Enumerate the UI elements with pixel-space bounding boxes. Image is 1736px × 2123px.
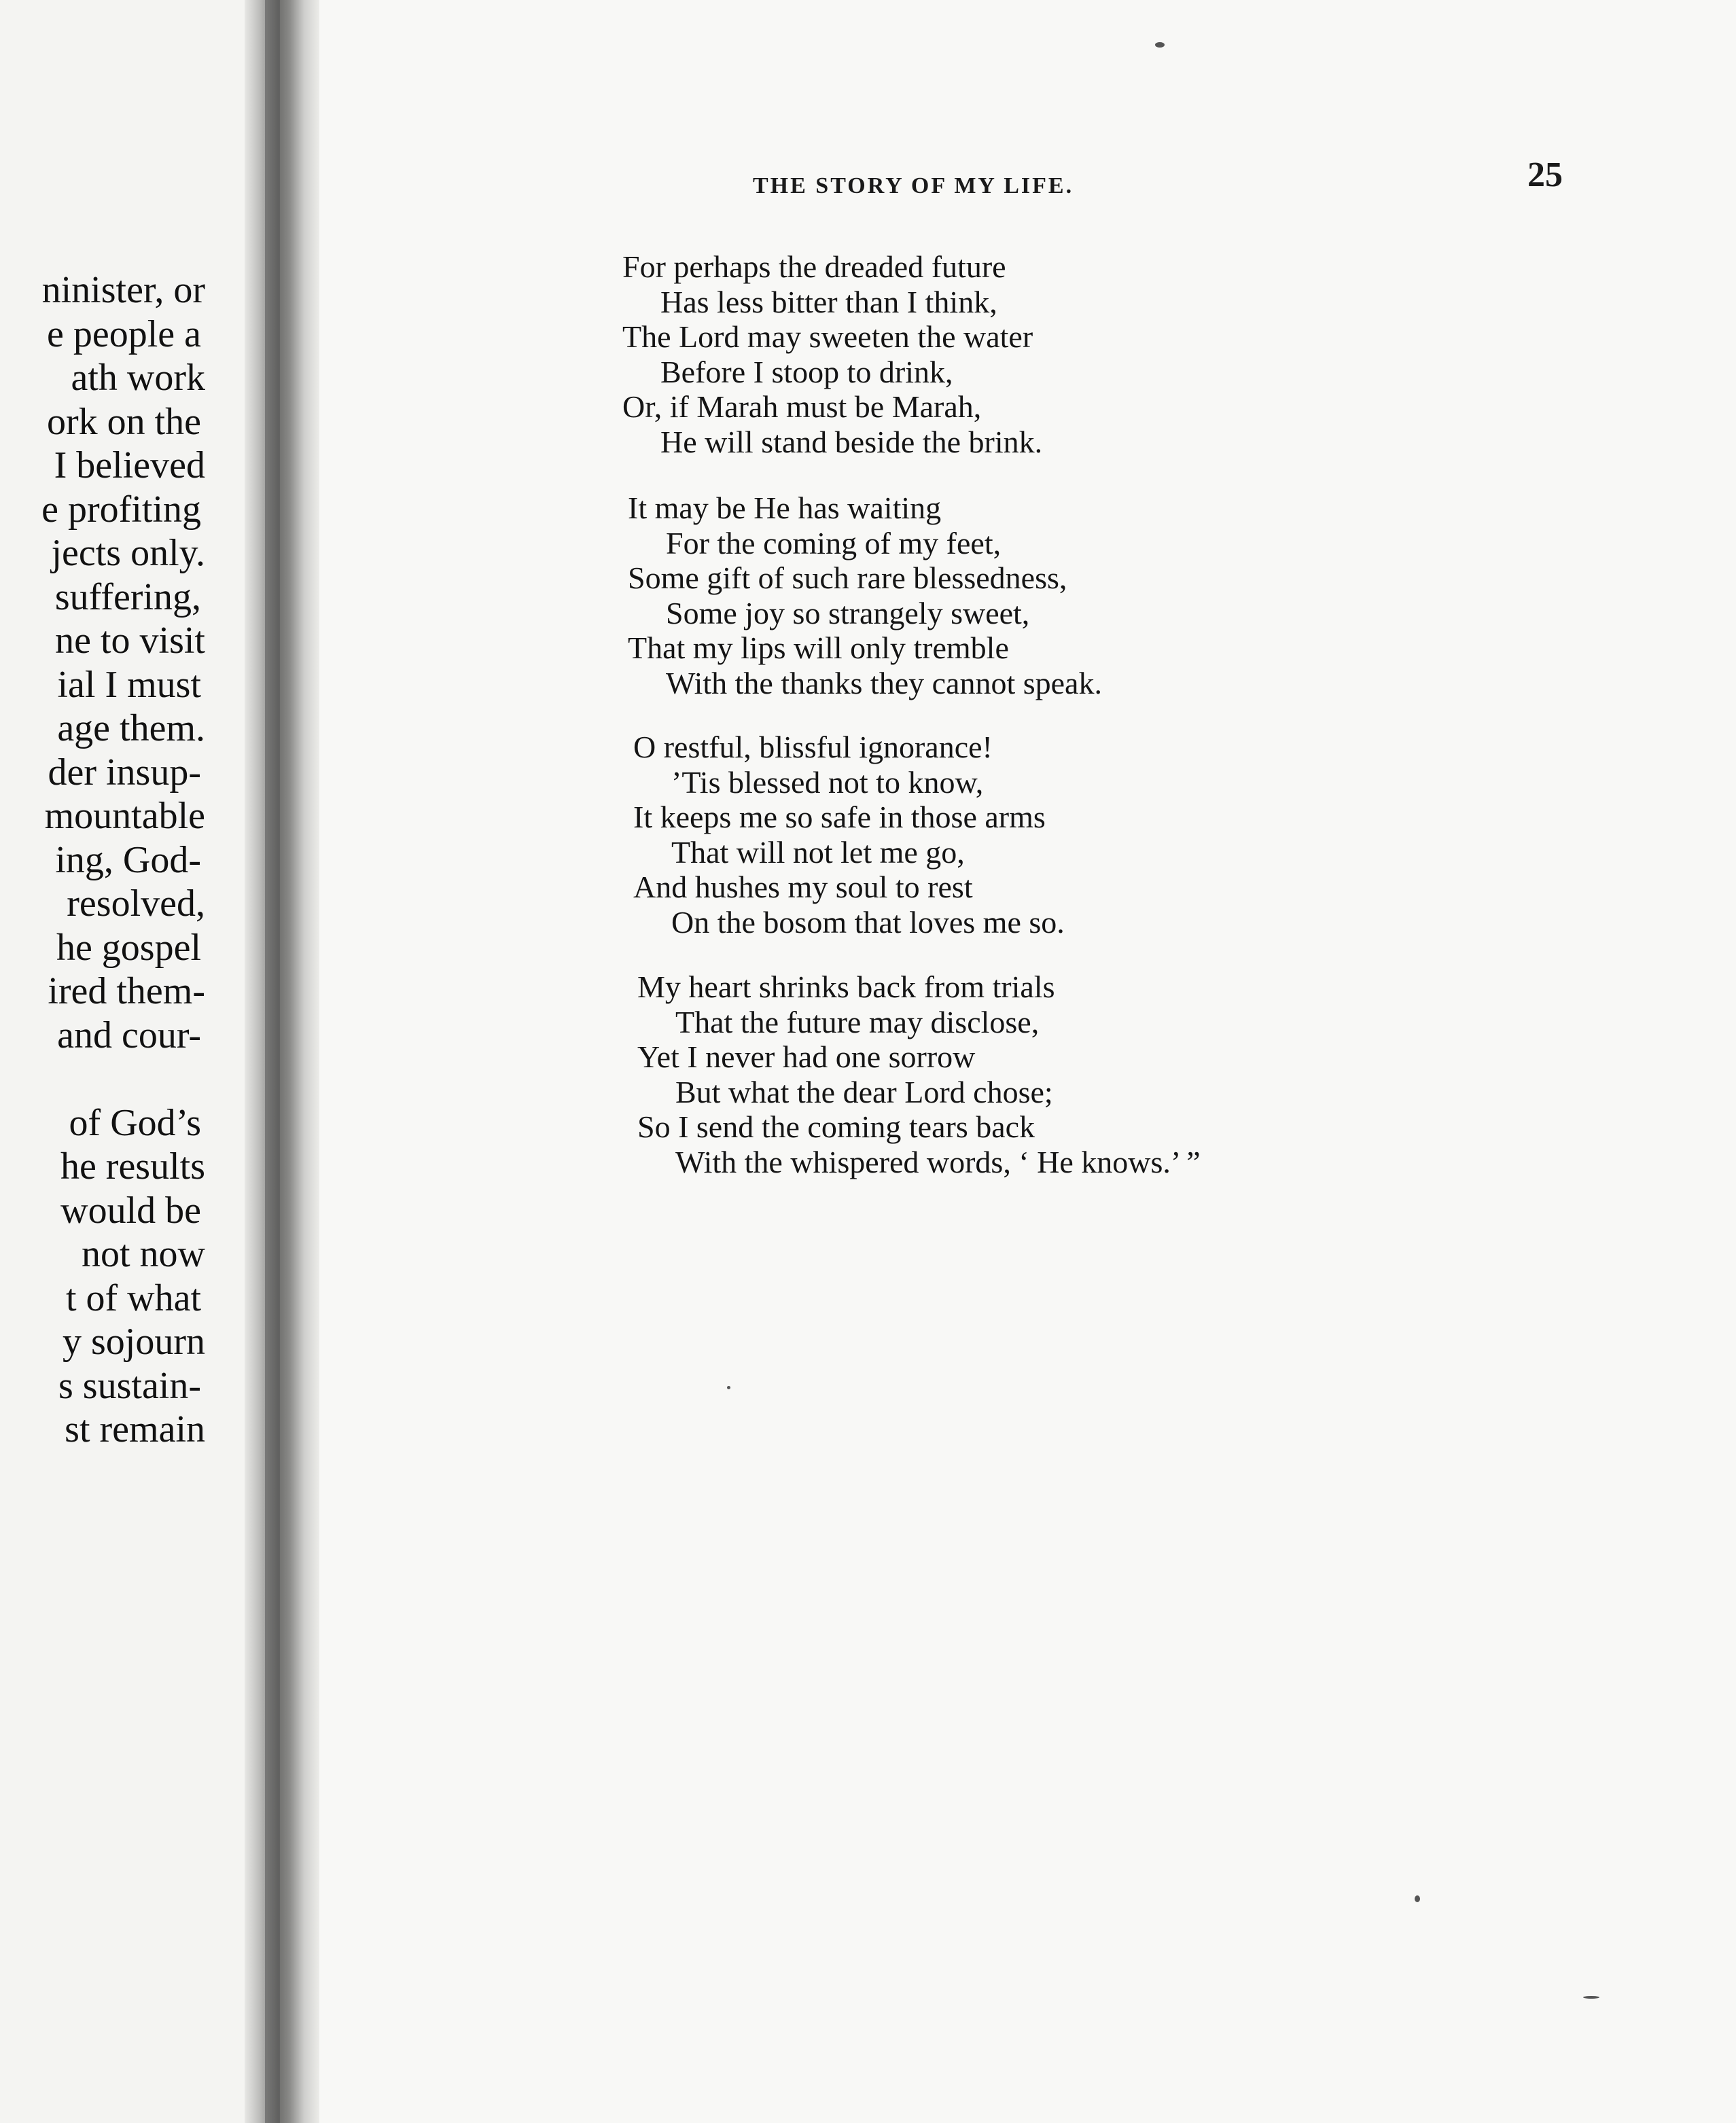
- poem-line: It may be He has waiting: [628, 490, 942, 525]
- poem-line: O restful, blissful ignorance!: [633, 730, 993, 764]
- poem-line: With the whispered words, ‘ He knows.’ ”: [675, 1144, 1201, 1179]
- left-page-line: y sojourn: [63, 1321, 205, 1363]
- poem-line: It keeps me so safe in those arms: [633, 800, 1046, 834]
- left-page-line: ninister, or: [41, 269, 205, 311]
- left-page-line: I believed: [54, 444, 205, 486]
- left-page-line: der insup-: [48, 751, 201, 793]
- left-page-line: ork on the: [46, 400, 201, 443]
- left-facing-page: [0, 0, 285, 2123]
- running-head: THE STORY OF MY LIFE.: [753, 173, 1074, 198]
- left-page-line: age them.: [57, 707, 205, 749]
- poem-line: For perhaps the dreaded future: [622, 249, 1006, 284]
- left-page-line: s sustain-: [58, 1364, 201, 1407]
- left-page-line: ath work: [71, 357, 205, 399]
- left-page-line: not now: [82, 1233, 205, 1275]
- poem-line: My heart shrinks back from trials: [637, 969, 1055, 1004]
- left-page-line: mountable: [44, 795, 205, 837]
- poem-line: Some joy so strangely sweet,: [666, 595, 1030, 630]
- poem-line: Some gift of such rare blessedness,: [628, 560, 1067, 595]
- poem-line: Or, if Marah must be Marah,: [622, 389, 982, 424]
- scan-speck: [1155, 42, 1165, 48]
- left-page-line: t of what: [65, 1277, 201, 1319]
- poem-line: For the coming of my feet,: [666, 525, 1002, 560]
- gutter-shadow: [265, 0, 280, 2123]
- poem-line: With the thanks they cannot speak.: [666, 665, 1102, 700]
- left-page-line: of God’s: [69, 1101, 201, 1144]
- book-gutter: [245, 0, 319, 2123]
- left-page-line: suffering,: [54, 575, 201, 618]
- poem-line: Has less bitter than I think,: [660, 284, 997, 319]
- left-page-line: he gospel: [56, 926, 201, 969]
- poem-line: But what the dear Lord chose;: [675, 1074, 1053, 1109]
- poem-line: He will stand beside the brink.: [660, 424, 1043, 459]
- left-page-line: e people a: [47, 313, 201, 355]
- left-page-line: would be: [60, 1189, 201, 1232]
- left-page-line: st remain: [65, 1408, 205, 1450]
- poem-line: The Lord may sweeten the water: [622, 319, 1033, 354]
- left-page-line: e profiting: [41, 488, 201, 531]
- left-page-line: ired them-: [48, 970, 205, 1012]
- scan-speck: [727, 1386, 730, 1389]
- left-page-line: ing, God-: [55, 838, 201, 881]
- right-page: [319, 0, 1736, 2123]
- page-number: 25: [1527, 156, 1563, 194]
- poem-line: So I send the coming tears back: [637, 1109, 1035, 1144]
- poem-line: Yet I never had one sorrow: [637, 1039, 976, 1074]
- left-page-line: ne to visit: [55, 620, 205, 662]
- poem-line: That my lips will only tremble: [628, 630, 1009, 665]
- poem-line: ’Tis blessed not to know,: [671, 764, 984, 800]
- left-page-line: and cour-: [57, 1014, 201, 1056]
- poem-line: Before I stoop to drink,: [660, 354, 953, 389]
- left-page-line: ial I must: [57, 663, 201, 706]
- poem-line: That will not let me go,: [671, 834, 965, 870]
- left-page-line: jects only.: [51, 532, 205, 574]
- scan-speck: [1415, 1895, 1420, 1902]
- poem-line: And hushes my soul to rest: [633, 870, 973, 904]
- left-page-line: he results: [60, 1145, 205, 1188]
- scan-speck: [1583, 1996, 1599, 1999]
- poem-line: That the future may disclose,: [675, 1004, 1040, 1039]
- left-page-line: resolved,: [67, 882, 205, 925]
- poem-line: On the bosom that loves me so.: [671, 904, 1065, 940]
